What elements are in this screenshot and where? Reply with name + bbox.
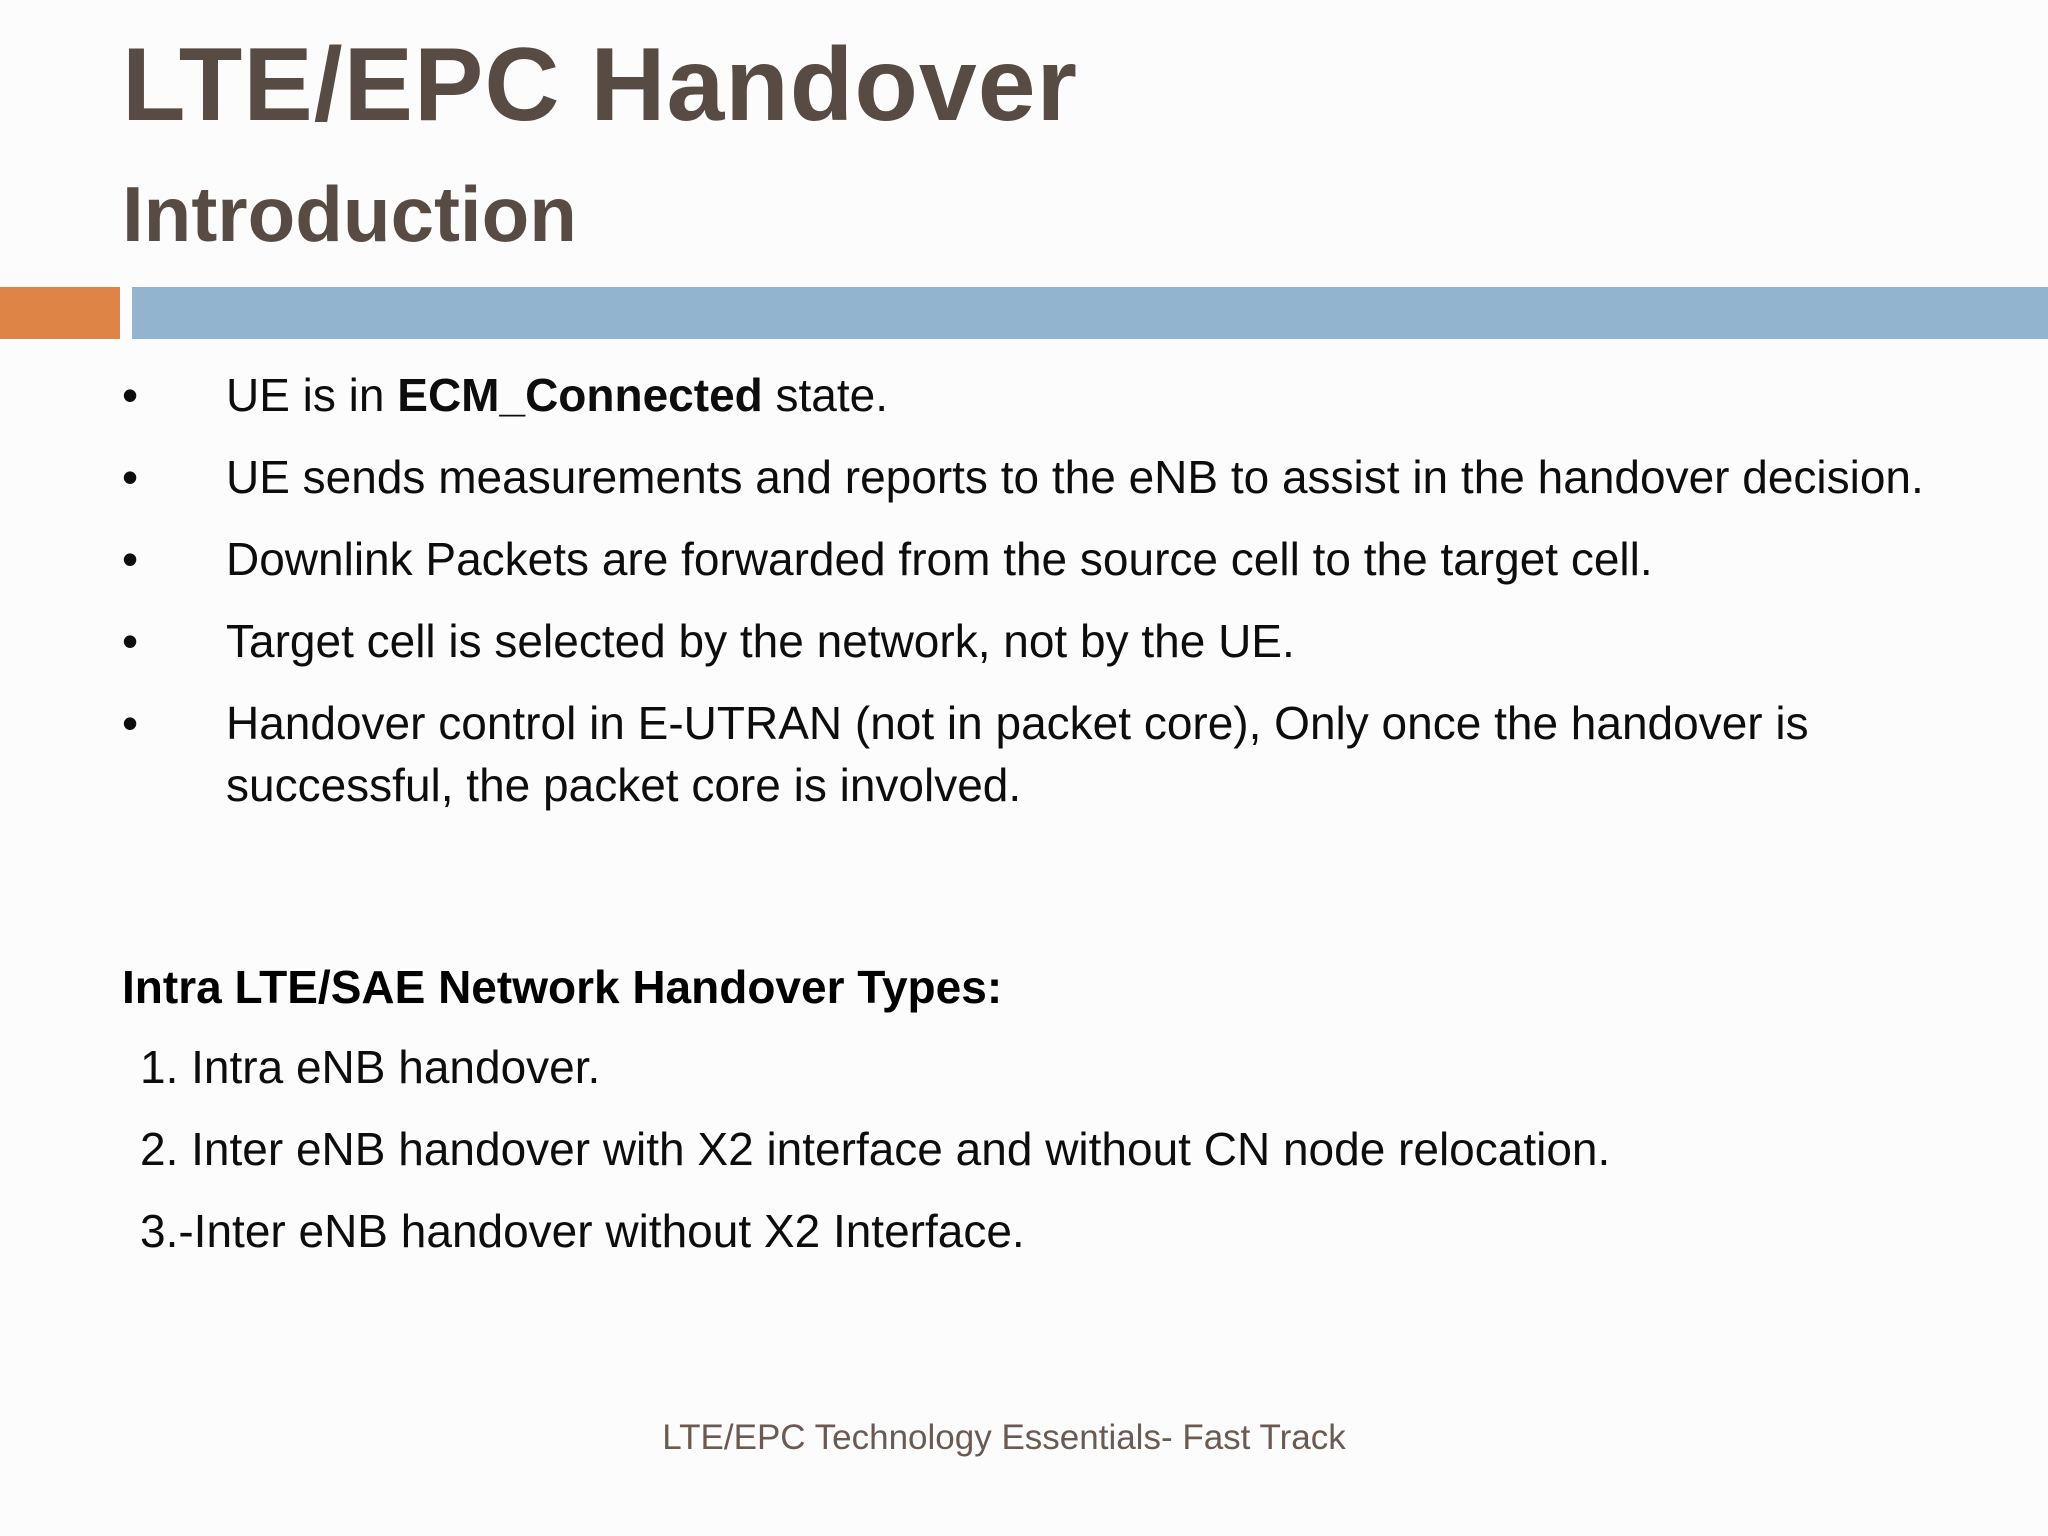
footer-text: LTE/EPC Technology Essentials- Fast Track — [662, 1418, 1346, 1457]
bullet-list — [122, 364, 1982, 836]
bullet-text: Handover control in E-UTRAN (not in packet core), Only once the handover is successful, the packet core is involved. — [226, 697, 1809, 811]
section-heading: Intra LTE/SAE Network Handover Types: — [122, 961, 1003, 1013]
bullet-symbol: • — [122, 369, 139, 421]
handover-type-item: 3.-Inter eNB handover without X2 Interface. — [140, 1205, 1025, 1257]
bullet-item — [122, 692, 1982, 816]
bullet-item — [122, 610, 1982, 672]
bullet-text: Target cell is selected by the network, not by the UE. — [226, 615, 1295, 667]
bullet-symbol: • — [122, 451, 139, 503]
handover-types-list — [140, 1036, 1610, 1282]
bullet-text: UE sends measurements and reports to the eNB to assist in the handover decision. — [226, 451, 1924, 503]
bullet-symbol: • — [122, 615, 139, 667]
bullet-symbol: • — [122, 533, 139, 585]
accent-bar-orange — [0, 287, 120, 339]
handover-type-item: 1. Intra eNB handover. — [140, 1041, 601, 1093]
slide-title: LTE/EPC Handover — [122, 27, 1079, 143]
bullet-text: UE is in — [226, 369, 398, 421]
accent-bar-blue — [132, 287, 2048, 339]
bullet-symbol: • — [122, 697, 139, 749]
bullet-text-bold: ECM_Connected — [397, 369, 763, 421]
bullet-text-after: state. — [762, 369, 889, 421]
bullet-item — [122, 364, 1982, 426]
bullet-item — [122, 528, 1982, 590]
bullet-item — [122, 446, 1982, 508]
bullet-text: Downlink Packets are forwarded from the source cell to the target cell. — [226, 533, 1653, 585]
handover-type-item: 2. Inter eNB handover with X2 interface and without CN node relocation. — [140, 1123, 1611, 1175]
slide-subtitle: Introduction — [122, 170, 577, 258]
